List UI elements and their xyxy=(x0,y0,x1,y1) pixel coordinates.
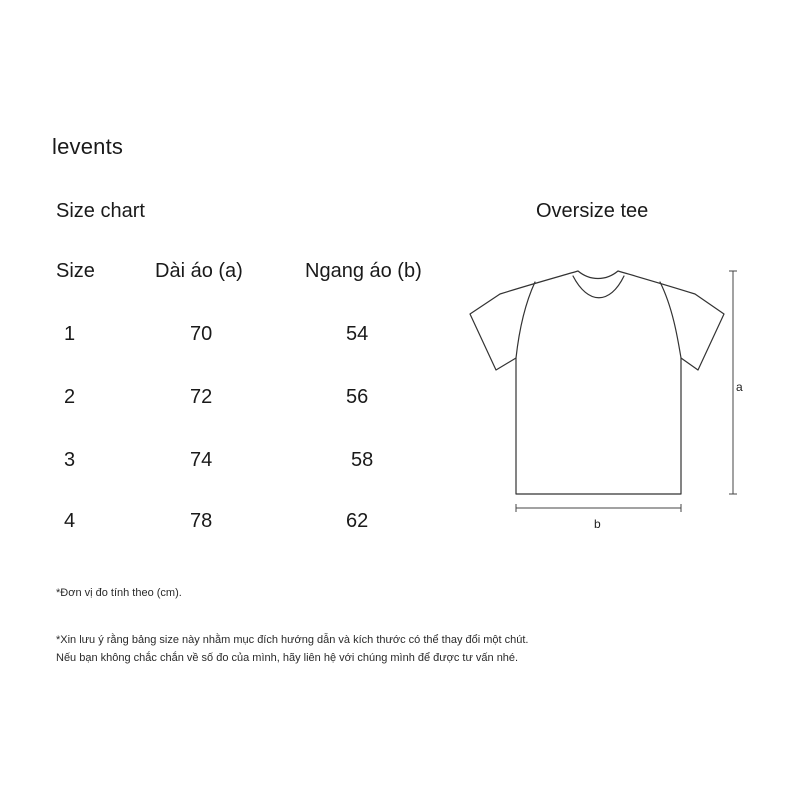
row-1-length: 70 xyxy=(190,323,213,345)
row-3-size: 3 xyxy=(64,449,76,471)
label-a: a xyxy=(736,380,743,394)
row-3-width: 58 xyxy=(351,449,374,471)
tshirt-outline xyxy=(470,271,724,494)
row-1-width: 54 xyxy=(346,323,369,345)
row-4-width: 62 xyxy=(346,510,369,532)
diagram-title: Oversize tee xyxy=(536,200,649,222)
row-1-size: 1 xyxy=(64,323,76,345)
right-armhole-seam xyxy=(660,282,681,358)
header-width: Ngang áo (b) xyxy=(305,260,422,282)
header-size: Size xyxy=(56,260,95,282)
disclaimer-line-1: *Xin lưu ý rằng bảng size này nhằm mục đích hướng dẫn và kích thước có thể thay đổi một chút. xyxy=(56,634,529,646)
label-b: b xyxy=(594,517,601,531)
brand-logo: levents xyxy=(52,134,124,159)
disclaimer-line-2: Nếu bạn không chắc chắn về số đo của mình, hãy liên hệ với chúng mình để được tư vấn nhé. xyxy=(56,652,519,664)
row-2-length: 72 xyxy=(190,386,213,408)
header-length: Dài áo (a) xyxy=(155,260,243,282)
size-chart-title: Size chart xyxy=(56,200,145,222)
row-2-width: 56 xyxy=(346,386,369,408)
row-2-size: 2 xyxy=(64,386,76,408)
row-4-length: 78 xyxy=(190,510,213,532)
left-armhole-seam xyxy=(516,282,535,358)
row-3-length: 74 xyxy=(190,449,213,471)
unit-note: *Đơn vị đo tính theo (cm). xyxy=(56,587,182,599)
tshirt-collar xyxy=(573,276,624,298)
row-4-size: 4 xyxy=(64,510,76,532)
